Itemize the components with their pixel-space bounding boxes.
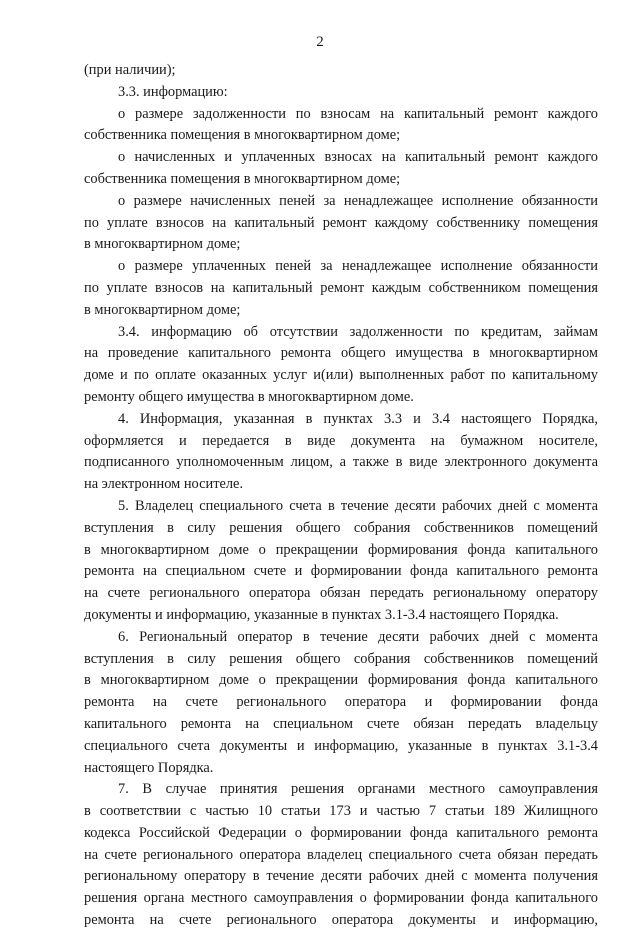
text-line: в многоквартирном доме о прекращении формирования фонда капитального: [84, 541, 598, 558]
text-line: капитального ремонта на специальном счете обязан передать владельцу: [84, 715, 598, 732]
text-line: о начисленных и уплаченных взносах на капитальный ремонт каждого: [118, 149, 598, 166]
text-line: решения органа местного самоуправления о формировании фонда капитального: [84, 890, 598, 907]
text-line: на счете регионального оператора владелец специального счета обязан передать: [84, 846, 598, 863]
text-line: ремонту общего имущества в многоквартирном доме.: [84, 388, 414, 405]
text-line: на счете регионального оператора обязан передать региональному оператору: [84, 585, 598, 602]
text-line: 5. Владелец специального счета в течение десяти рабочих дней с момента: [118, 497, 598, 514]
text-line: в многоквартирном доме;: [84, 301, 241, 318]
text-line: ремонта на счете регионального оператора и формировании фонда: [84, 694, 598, 711]
text-line: (при наличии);: [84, 62, 176, 78]
text-line: на проведение капитального ремонта общего имущества в многоквартирном: [84, 345, 598, 362]
text-line: кодекса Российской Федерации о формировании фонда капитального ремонта: [84, 824, 598, 841]
text-line: настоящего Порядка.: [84, 759, 214, 776]
text-line: в многоквартирном доме;: [84, 236, 241, 253]
text-line: по уплате взносов на капитальный ремонт каждым собственником помещения: [84, 279, 598, 296]
text-line: 3.4. информацию об отсутствии задолженности по кредитам, займам: [118, 323, 598, 340]
text-line: собственника помещения в многоквартирном доме;: [84, 170, 401, 187]
text-line: о размере задолженности по взносам на капитальный ремонт каждого: [118, 105, 598, 122]
page-number: 2: [316, 34, 324, 50]
text-line: 7. В случае принятия решения органами местного самоуправления: [118, 781, 598, 798]
text-line: на электронном носителе.: [84, 476, 244, 493]
text-line: специального счета документы и информацию, указанные в пунктах 3.1-3.4: [84, 737, 598, 754]
text-line: 6. Региональный оператор в течение десяти рабочих дней с момента: [118, 628, 598, 645]
text-line: 4. Информация, указанная в пунктах 3.3 и 3.4 настоящего Порядка,: [118, 410, 598, 427]
text-line: о размере начисленных пеней за ненадлежащее исполнение обязанности: [118, 192, 598, 209]
text-line: доме и по оплате оказанных услуг и(или) выполненных работ по капитальному: [84, 367, 598, 384]
text-line: в многоквартирном доме о прекращении формирования фонда капитального: [84, 672, 598, 689]
text-line: собственника помещения в многоквартирном доме;: [84, 127, 401, 144]
document-body: [84, 60, 598, 932]
text-line: региональному оператору в течение десяти рабочих дней с момента получения: [84, 868, 598, 885]
text-line: в соответствии с частью 10 статьи 173 и частью 7 статьи 189 Жилищного: [84, 803, 598, 820]
text-line: 3.3. информацию:: [118, 83, 228, 100]
text-line: о размере уплаченных пеней за ненадлежащее исполнение обязанности: [118, 258, 598, 275]
text-line: ремонта на счете регионального оператора документы и информацию,: [84, 912, 598, 929]
text-line: документы и информацию, указанные в пунктах 3.1-3.4 настоящего Порядка.: [84, 606, 559, 623]
text-line: подписанного уполномоченным лицом, а также в виде электронного документа: [84, 454, 598, 471]
text-line: вступления в силу решения общего собрания собственников помещений: [84, 650, 598, 667]
text-line: по уплате взносов на капитальный ремонт каждому собственнику помещения: [84, 214, 598, 231]
text-line: вступления в силу решения общего собрания собственников помещений: [84, 519, 598, 536]
text-line: оформляется и передается в виде документа на бумажном носителе,: [84, 432, 598, 449]
text-line: ремонта на специальном счете и формировании фонда капитального ремонта: [84, 563, 598, 580]
